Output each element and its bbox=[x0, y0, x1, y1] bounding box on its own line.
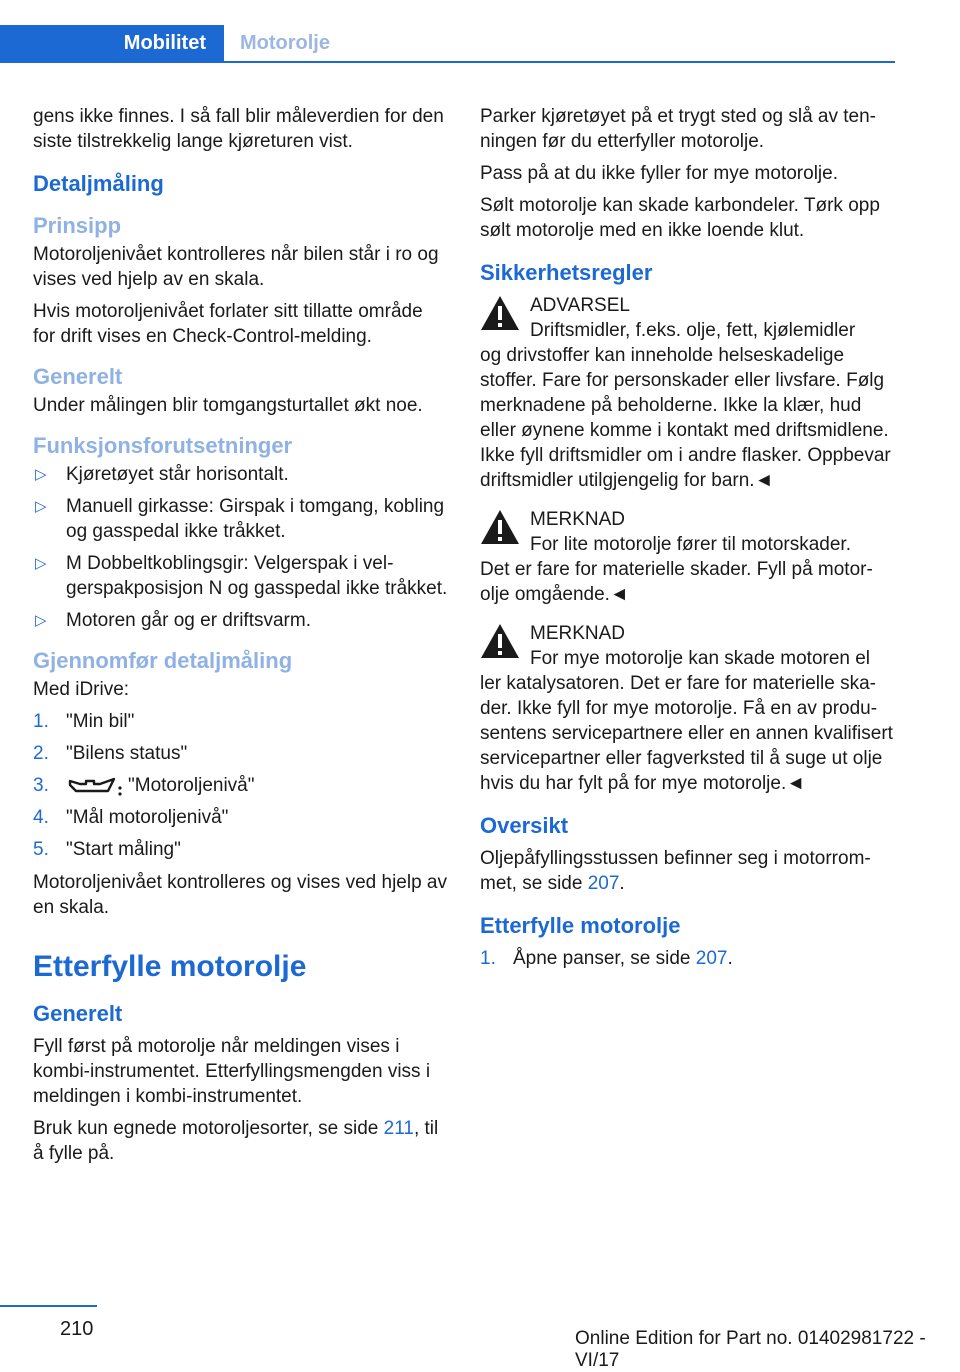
heading-gjennomfor: Gjennomfør detaljmåling bbox=[33, 648, 293, 673]
list-item: ▷ M Dobbeltkoblingsgir: Velgerspak i velgerspakposisjon N og gasspedal ikke tråkket. bbox=[35, 553, 448, 599]
footer-rule bbox=[0, 1305, 97, 1307]
fill-steps bbox=[480, 946, 896, 971]
generelt-text: Under målingen blir tomgangsturtallet økt noe. bbox=[33, 395, 423, 416]
heading-generelt-2: Generelt bbox=[33, 1001, 123, 1026]
tab-motorolje[interactable]: Motorolje bbox=[240, 32, 330, 54]
warning-advarsel: ADVARSEL Driftsmidler, f.eks. olje, fett, kjølemidler og drivstoffer kan inneholde helseskadelige stoffer. Fare for personskader eller livsfare. Følg merknadene på beholderne. Ikke la klær, hud eller øynene komme i kontakt med driftsmidlene. Ikke fyll driftsmidler om i andre flasker. Oppbevar driftsmidler utilgjengelig for barn.◄ bbox=[480, 293, 896, 493]
heading-generelt: Generelt bbox=[33, 364, 123, 389]
prinsipp-text-2: Hvis motoroljenivået forlater sitt tillatte område for drift vises en Check-Control-melding. bbox=[33, 301, 423, 347]
pass-pa-text: Pass på at du ikke fyller for mye motorolje. bbox=[480, 163, 838, 184]
heading-sikkerhetsregler: Sikkerhetsregler bbox=[480, 260, 653, 285]
intro-text: gens ikke finnes. I så fall blir måleverdien for den siste tilstrekkelig lange kjøreturen vist. bbox=[33, 106, 444, 152]
page-number: 210 bbox=[60, 1318, 94, 1340]
page-link-211[interactable]: 211 bbox=[383, 1118, 414, 1139]
list-item: ▷ Kjøretøyet står horisontalt. bbox=[35, 464, 289, 485]
list-item: 2. "Bilens status" bbox=[33, 743, 188, 764]
header-tabs bbox=[0, 25, 895, 63]
heading-etterfylle: Etterfylle motorolje bbox=[480, 913, 681, 938]
bruk-text: Bruk kun egnede motoroljesorter, se side 211, til å fylle på. bbox=[33, 1118, 439, 1164]
generelt2-text: Fyll først på motorolje når meldingen vises i kombi-instrumentet. Etterfyllingsmengden viss i meldingen i kombi-instrumentet. bbox=[33, 1036, 431, 1107]
page-link-207[interactable]: 207 bbox=[695, 948, 728, 969]
warning-triangle-icon bbox=[480, 509, 520, 545]
heading-funksjonsforutsetninger: Funksjonsforutsetninger bbox=[33, 433, 293, 458]
notice-merknad-2: MERKNAD For mye motorolje kan skade motoren el ler katalysatoren. Det er fare for materielle skader. Ikke fyll for mye motorolje. Få en av produsentens servicepartnere eller en annen kvalifisert servicepartner eller fagverksted til å suge ut olje hvis du har fylt på for mye motorolje.◄ bbox=[480, 621, 896, 796]
list-item: ▷ Manuell girkasse: Girspak i tomgang, kobling og gasspedal ikke tråkket. bbox=[35, 496, 445, 542]
idrive-steps bbox=[33, 709, 449, 862]
triangle-bullet-icon: ▷ bbox=[35, 466, 47, 483]
heading-detaljmaling: Detaljmåling bbox=[33, 171, 164, 196]
oil-can-icon bbox=[66, 775, 124, 797]
tab-mobilitet[interactable]: Mobilitet bbox=[0, 25, 224, 61]
med-idrive-text: Med iDrive: bbox=[33, 679, 130, 700]
heading-oversikt: Oversikt bbox=[480, 813, 569, 838]
oversikt-text: Oljepåfyllingsstussen befinner seg i motorrommet, se side 207. bbox=[480, 848, 871, 894]
list-item: 5. "Start måling" bbox=[33, 839, 181, 860]
list-item: 3. "Motoroljenivå" bbox=[33, 775, 255, 796]
triangle-bullet-icon: ▷ bbox=[35, 612, 47, 629]
solt-text: Sølt motorolje kan skade karbondeler. Tørk opp sølt motorolje med en ikke loende klut. bbox=[480, 195, 880, 241]
warning-label: ADVARSEL bbox=[530, 295, 630, 316]
notice-label: MERKNAD bbox=[530, 623, 626, 644]
edition-text: Online Edition for Part no. 01402981722 - VI/17 bbox=[575, 1328, 926, 1371]
page-link-207[interactable]: 207 bbox=[587, 873, 620, 894]
triangle-bullet-icon: ▷ bbox=[35, 555, 47, 572]
heading-etterfylle-motorolje: Etterfylle motorolje bbox=[33, 950, 307, 983]
list-item: 4. "Mål motoroljenivå" bbox=[33, 807, 229, 828]
heading-prinsipp: Prinsipp bbox=[33, 213, 122, 238]
notice-merknad-1: MERKNAD For lite motorolje fører til motorskader. Det er fare for materielle skader. Fyll på motorolje omgående.◄ bbox=[480, 507, 896, 607]
notice-label: MERKNAD bbox=[530, 509, 626, 530]
left-column bbox=[33, 104, 449, 1173]
list-item: 1. Åpne panser, se side 207. bbox=[480, 948, 733, 969]
list-item: 1. "Min bil" bbox=[33, 711, 135, 732]
after-steps-text: Motoroljenivået kontrolleres og vises ved hjelp av en skala. bbox=[33, 872, 447, 918]
parker-text: Parker kjøretøyet på et trygt sted og slå av tenningen før du etterfyller motorolje. bbox=[480, 106, 876, 152]
prinsipp-text-1: Motoroljenivået kontrolleres når bilen står i ro og vises ved hjelp av en skala. bbox=[33, 244, 439, 290]
warning-triangle-icon bbox=[480, 623, 520, 659]
list-item: ▷ Motoren går og er driftsvarm. bbox=[35, 610, 311, 631]
warning-triangle-icon bbox=[480, 295, 520, 331]
triangle-bullet-icon: ▷ bbox=[35, 498, 47, 515]
right-column bbox=[480, 104, 896, 979]
prerequisites-list bbox=[33, 462, 449, 633]
